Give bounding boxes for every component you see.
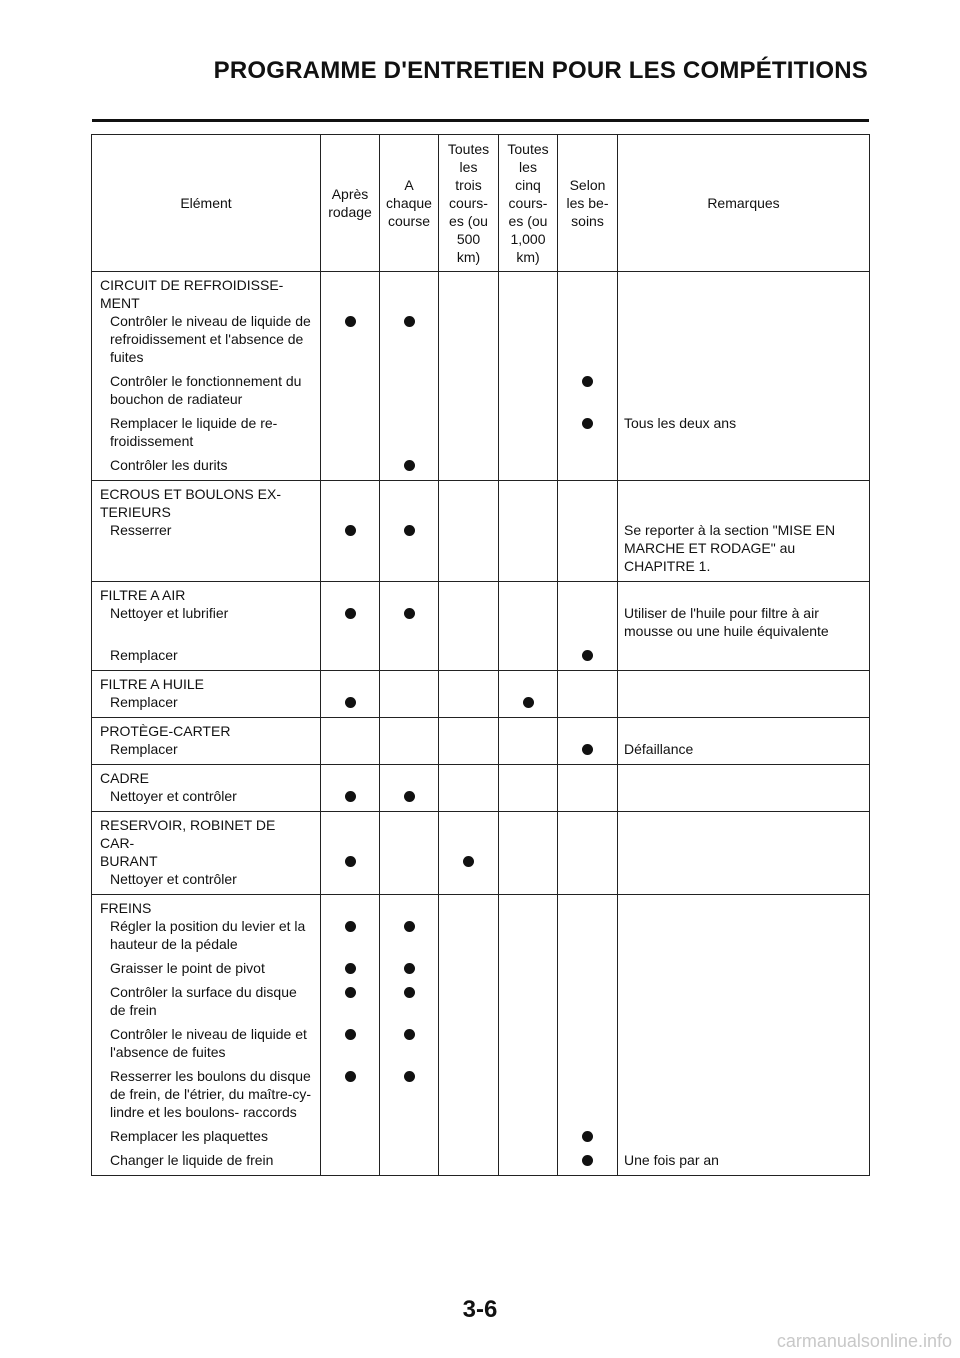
item-label-line: Contrôler le fonctionnement du bbox=[110, 373, 302, 389]
item-remark bbox=[618, 312, 869, 372]
item-label bbox=[92, 521, 320, 581]
interval-slot bbox=[499, 787, 557, 811]
interval-slot bbox=[499, 740, 557, 764]
item-label-line: Remplacer bbox=[110, 694, 178, 710]
check-dot-icon bbox=[404, 987, 415, 998]
check-dot-icon bbox=[345, 316, 356, 327]
interval-slot bbox=[380, 1025, 438, 1067]
check-dot-icon bbox=[345, 921, 356, 932]
item-label bbox=[92, 414, 320, 456]
interval-slot bbox=[321, 646, 379, 670]
item-label-line: fuites bbox=[110, 349, 144, 365]
check-dot-icon bbox=[345, 791, 356, 802]
interval-slot bbox=[380, 372, 438, 414]
interval-cell bbox=[499, 582, 558, 671]
interval-slot bbox=[558, 917, 617, 959]
interval-slot bbox=[499, 1127, 557, 1151]
interval-slot bbox=[321, 1025, 379, 1067]
interval-cell bbox=[439, 895, 499, 1176]
remark-cell bbox=[618, 765, 870, 812]
interval-cell bbox=[321, 481, 380, 582]
item-label bbox=[92, 959, 320, 983]
interval-slot bbox=[499, 372, 557, 414]
interval-slot bbox=[321, 372, 379, 414]
category-line: FREINS bbox=[100, 900, 152, 916]
category-line: PROTÈGE-CARTER bbox=[100, 723, 231, 739]
interval-cell bbox=[439, 582, 499, 671]
interval-slot bbox=[499, 414, 557, 456]
interval-slot bbox=[439, 787, 498, 811]
item-remark bbox=[618, 787, 869, 811]
check-dot-icon bbox=[582, 1155, 593, 1166]
category-line: CIRCUIT DE REFROIDISSE- bbox=[100, 277, 284, 293]
interval-slot bbox=[499, 1151, 557, 1175]
item-remark bbox=[618, 693, 869, 717]
watermark: carmanualsonline.info bbox=[776, 1331, 952, 1351]
interval-cell bbox=[380, 671, 439, 718]
category-title bbox=[92, 582, 320, 604]
item-label-line: Contrôler les durits bbox=[110, 457, 228, 473]
interval-slot bbox=[439, 1127, 498, 1151]
item-label bbox=[92, 1151, 320, 1175]
item-label-line: Nettoyer et lubrifier bbox=[110, 605, 229, 621]
category-line: RESERVOIR, ROBINET DE CAR- bbox=[100, 817, 276, 851]
item-label-line: Contrôler le niveau de liquide et bbox=[110, 1026, 307, 1042]
interval-slot bbox=[321, 604, 379, 646]
check-dot-icon bbox=[404, 791, 415, 802]
interval-slot bbox=[321, 1151, 379, 1175]
remark-cell bbox=[618, 481, 870, 582]
category-line: BURANT bbox=[100, 853, 158, 869]
interval-cell bbox=[558, 272, 618, 481]
check-dot-icon bbox=[582, 744, 593, 755]
item-label-line: Remplacer les plaquettes bbox=[110, 1128, 268, 1144]
interval-slot bbox=[558, 646, 617, 670]
item-label-line: Nettoyer et contrôler bbox=[110, 788, 237, 804]
check-dot-icon bbox=[345, 856, 356, 867]
interval-cell bbox=[558, 481, 618, 582]
item-label bbox=[92, 870, 320, 894]
header-element: Elément bbox=[92, 135, 321, 272]
check-dot-icon bbox=[345, 1071, 356, 1082]
remark-line: Utiliser de l'huile pour filtre à air bbox=[624, 605, 819, 621]
item-label bbox=[92, 693, 320, 717]
item-label bbox=[92, 456, 320, 480]
interval-slot bbox=[321, 787, 379, 811]
interval-slot bbox=[380, 983, 438, 1025]
interval-slot bbox=[380, 917, 438, 959]
header-remarques: Remarques bbox=[618, 135, 870, 272]
item-label bbox=[92, 740, 320, 764]
item-label-line: Graisser le point de pivot bbox=[110, 960, 265, 976]
item-label-line: Remplacer le liquide de re- bbox=[110, 415, 278, 431]
item-label bbox=[92, 312, 320, 372]
remark-cell bbox=[618, 272, 870, 481]
interval-slot bbox=[380, 787, 438, 811]
interval-cell bbox=[499, 812, 558, 895]
interval-slot bbox=[439, 917, 498, 959]
interval-cell bbox=[439, 481, 499, 582]
interval-slot bbox=[439, 852, 498, 876]
interval-cell bbox=[558, 812, 618, 895]
interval-cell bbox=[380, 582, 439, 671]
interval-slot bbox=[558, 312, 617, 372]
interval-cell bbox=[499, 671, 558, 718]
interval-cell bbox=[558, 671, 618, 718]
interval-slot bbox=[499, 646, 557, 670]
item-label bbox=[92, 604, 320, 646]
category-title bbox=[92, 671, 320, 693]
remark-line: Défaillance bbox=[624, 741, 694, 757]
check-dot-icon bbox=[345, 987, 356, 998]
check-dot-icon bbox=[582, 650, 593, 661]
item-remark bbox=[618, 1067, 869, 1127]
remark-cell bbox=[618, 895, 870, 1176]
interval-slot bbox=[380, 1127, 438, 1151]
interval-slot bbox=[321, 959, 379, 983]
interval-cell bbox=[499, 718, 558, 765]
interval-slot bbox=[558, 983, 617, 1025]
interval-slot bbox=[558, 852, 617, 876]
item-remark bbox=[618, 521, 869, 581]
interval-slot bbox=[439, 312, 498, 372]
header-toutes-trois: Toutes les trois cours- es (ou 500 km) bbox=[439, 135, 499, 272]
item-label-line: lindre et les boulons- raccords bbox=[110, 1104, 297, 1120]
check-dot-icon bbox=[404, 1071, 415, 1082]
interval-slot bbox=[321, 456, 379, 480]
remark-line: MARCHE ET RODAGE" au bbox=[624, 540, 796, 556]
check-dot-icon bbox=[404, 1029, 415, 1040]
category-title bbox=[92, 812, 320, 870]
item-remark bbox=[618, 414, 869, 456]
check-dot-icon bbox=[345, 525, 356, 536]
category-title bbox=[92, 895, 320, 917]
interval-slot bbox=[439, 521, 498, 581]
interval-slot bbox=[321, 312, 379, 372]
item-label-line: Resserrer les boulons du disque bbox=[110, 1068, 311, 1084]
interval-slot bbox=[439, 1025, 498, 1067]
check-dot-icon bbox=[582, 418, 593, 429]
header-row bbox=[92, 135, 870, 272]
item-label bbox=[92, 1067, 320, 1127]
element-cell bbox=[92, 765, 321, 812]
interval-cell bbox=[499, 272, 558, 481]
item-remark bbox=[618, 646, 869, 670]
interval-cell bbox=[321, 718, 380, 765]
interval-slot bbox=[439, 414, 498, 456]
header-toutes-cinq: Toutes les cinq cours- es (ou 1,000 km) bbox=[499, 135, 558, 272]
item-label-line: hauteur de la pédale bbox=[110, 936, 238, 952]
interval-slot bbox=[499, 1067, 557, 1127]
interval-slot bbox=[499, 959, 557, 983]
item-label-line: froidissement bbox=[110, 433, 194, 449]
item-label-line: de frein, de l'étrier, du maître-cy- bbox=[110, 1086, 312, 1102]
check-dot-icon bbox=[404, 316, 415, 327]
interval-slot bbox=[499, 604, 557, 646]
interval-cell bbox=[321, 582, 380, 671]
check-dot-icon bbox=[404, 921, 415, 932]
interval-slot bbox=[558, 1067, 617, 1127]
section-row bbox=[92, 765, 870, 812]
interval-slot bbox=[439, 456, 498, 480]
interval-cell bbox=[380, 272, 439, 481]
check-dot-icon bbox=[345, 1029, 356, 1040]
section-row bbox=[92, 812, 870, 895]
element-cell bbox=[92, 718, 321, 765]
remark-cell bbox=[618, 718, 870, 765]
interval-slot bbox=[558, 693, 617, 717]
interval-slot bbox=[439, 646, 498, 670]
section-row bbox=[92, 582, 870, 671]
check-dot-icon bbox=[463, 856, 474, 867]
interval-slot bbox=[321, 983, 379, 1025]
item-label bbox=[92, 917, 320, 959]
item-remark bbox=[618, 1151, 869, 1175]
interval-slot bbox=[499, 852, 557, 876]
item-label bbox=[92, 1025, 320, 1067]
check-dot-icon bbox=[404, 608, 415, 619]
interval-slot bbox=[499, 1025, 557, 1067]
check-dot-icon bbox=[345, 963, 356, 974]
interval-slot bbox=[321, 414, 379, 456]
element-cell bbox=[92, 895, 321, 1176]
interval-slot bbox=[558, 372, 617, 414]
item-remark bbox=[618, 917, 869, 959]
interval-slot bbox=[558, 1127, 617, 1151]
interval-slot bbox=[558, 414, 617, 456]
header-apres-rodage: Après rodage bbox=[321, 135, 380, 272]
interval-slot bbox=[558, 740, 617, 764]
interval-slot bbox=[499, 983, 557, 1025]
interval-slot bbox=[499, 312, 557, 372]
section-row bbox=[92, 671, 870, 718]
interval-slot bbox=[558, 456, 617, 480]
interval-cell bbox=[380, 481, 439, 582]
item-label-line: Resserrer bbox=[110, 522, 172, 538]
element-cell bbox=[92, 582, 321, 671]
interval-slot bbox=[321, 693, 379, 717]
item-remark bbox=[618, 983, 869, 1025]
interval-slot bbox=[558, 604, 617, 646]
item-label-line: Remplacer bbox=[110, 647, 178, 663]
remark-line: Tous les deux ans bbox=[624, 415, 737, 431]
section-row bbox=[92, 481, 870, 582]
category-line: MENT bbox=[100, 295, 140, 311]
item-label bbox=[92, 1127, 320, 1151]
category-line: ECROUS ET BOULONS EX- bbox=[100, 486, 282, 502]
interval-slot bbox=[439, 983, 498, 1025]
interval-slot bbox=[380, 414, 438, 456]
interval-slot bbox=[558, 1025, 617, 1067]
interval-slot bbox=[499, 456, 557, 480]
remark-line: CHAPITRE 1. bbox=[624, 558, 711, 574]
check-dot-icon bbox=[404, 525, 415, 536]
interval-slot bbox=[380, 312, 438, 372]
item-label-line: de frein bbox=[110, 1002, 157, 1018]
item-remark bbox=[618, 604, 869, 646]
element-cell bbox=[92, 671, 321, 718]
remark-line: mousse ou une huile équivalente bbox=[624, 623, 829, 639]
interval-cell bbox=[558, 718, 618, 765]
interval-slot bbox=[558, 959, 617, 983]
item-label-line: Régler la position du levier et la bbox=[110, 918, 306, 934]
item-label-line: Remplacer bbox=[110, 741, 178, 757]
remark-line: Une fois par an bbox=[624, 1152, 719, 1168]
interval-slot bbox=[321, 740, 379, 764]
interval-cell bbox=[321, 812, 380, 895]
category-line: FILTRE A HUILE bbox=[100, 676, 204, 692]
interval-cell bbox=[439, 671, 499, 718]
interval-slot bbox=[439, 740, 498, 764]
interval-slot bbox=[321, 1067, 379, 1127]
interval-slot bbox=[499, 693, 557, 717]
category-line: CADRE bbox=[100, 770, 150, 786]
item-remark bbox=[618, 740, 869, 764]
interval-slot bbox=[380, 646, 438, 670]
interval-cell bbox=[558, 582, 618, 671]
interval-slot bbox=[380, 1067, 438, 1127]
item-label-line: l'absence de fuites bbox=[110, 1044, 226, 1060]
item-label-line: bouchon de radiateur bbox=[110, 391, 243, 407]
interval-slot bbox=[380, 852, 438, 876]
check-dot-icon bbox=[523, 697, 534, 708]
check-dot-icon bbox=[582, 1131, 593, 1142]
item-label-line: refroidissement et l'absence de bbox=[110, 331, 304, 347]
interval-cell bbox=[380, 812, 439, 895]
item-label bbox=[92, 787, 320, 811]
interval-slot bbox=[321, 852, 379, 876]
interval-slot bbox=[321, 917, 379, 959]
interval-slot bbox=[380, 521, 438, 581]
remark-cell bbox=[618, 812, 870, 895]
item-remark bbox=[618, 456, 869, 480]
interval-slot bbox=[499, 917, 557, 959]
interval-cell bbox=[321, 671, 380, 718]
item-remark bbox=[618, 1025, 869, 1067]
category-title bbox=[92, 765, 320, 787]
interval-slot bbox=[380, 959, 438, 983]
interval-slot bbox=[439, 693, 498, 717]
page-title: PROGRAMME D'ENTRETIEN POUR LES COMPÉTITIONS bbox=[213, 57, 868, 84]
element-cell bbox=[92, 481, 321, 582]
interval-slot bbox=[558, 1151, 617, 1175]
check-dot-icon bbox=[345, 608, 356, 619]
interval-cell bbox=[380, 765, 439, 812]
category-line: FILTRE A AIR bbox=[100, 587, 186, 603]
check-dot-icon bbox=[404, 460, 415, 471]
interval-cell bbox=[558, 895, 618, 1176]
section-row bbox=[92, 718, 870, 765]
interval-slot bbox=[380, 693, 438, 717]
interval-slot bbox=[439, 1151, 498, 1175]
interval-cell bbox=[439, 718, 499, 765]
check-dot-icon bbox=[345, 697, 356, 708]
interval-slot bbox=[439, 604, 498, 646]
interval-cell bbox=[321, 272, 380, 481]
interval-cell bbox=[380, 718, 439, 765]
interval-cell bbox=[558, 765, 618, 812]
item-remark bbox=[618, 372, 869, 414]
item-remark bbox=[618, 852, 869, 876]
remark-cell bbox=[618, 671, 870, 718]
interval-slot bbox=[380, 604, 438, 646]
section-row bbox=[92, 895, 870, 1176]
element-cell bbox=[92, 812, 321, 895]
interval-slot bbox=[558, 521, 617, 581]
item-label-line: Nettoyer et contrôler bbox=[110, 871, 237, 887]
category-line: TERIEURS bbox=[100, 504, 171, 520]
maintenance-table bbox=[91, 134, 870, 1176]
item-remark bbox=[618, 1127, 869, 1151]
category-title bbox=[92, 718, 320, 740]
interval-slot bbox=[380, 1151, 438, 1175]
item-remark bbox=[618, 959, 869, 983]
page-number: 3-6 bbox=[462, 1296, 498, 1323]
interval-slot bbox=[439, 372, 498, 414]
item-label bbox=[92, 983, 320, 1025]
interval-cell bbox=[439, 272, 499, 481]
interval-slot bbox=[380, 456, 438, 480]
category-title bbox=[92, 272, 320, 312]
interval-slot bbox=[380, 740, 438, 764]
item-label bbox=[92, 646, 320, 670]
interval-slot bbox=[439, 959, 498, 983]
section-row bbox=[92, 272, 870, 481]
interval-cell bbox=[499, 765, 558, 812]
element-cell bbox=[92, 272, 321, 481]
item-label-line: Contrôler la surface du disque bbox=[110, 984, 297, 1000]
header-chaque-course: A chaque course bbox=[380, 135, 439, 272]
interval-cell bbox=[321, 895, 380, 1176]
interval-slot bbox=[321, 521, 379, 581]
interval-cell bbox=[439, 812, 499, 895]
interval-slot bbox=[558, 787, 617, 811]
item-label-line: Changer le liquide de frein bbox=[110, 1152, 274, 1168]
category-title bbox=[92, 481, 320, 521]
item-label-line: Contrôler le niveau de liquide de bbox=[110, 313, 311, 329]
item-label bbox=[92, 372, 320, 414]
header-selon-besoins: Selon les be- soins bbox=[558, 135, 618, 272]
interval-slot bbox=[499, 521, 557, 581]
check-dot-icon bbox=[404, 963, 415, 974]
title-rule bbox=[92, 119, 869, 122]
interval-cell bbox=[439, 765, 499, 812]
interval-slot bbox=[321, 1127, 379, 1151]
interval-cell bbox=[499, 895, 558, 1176]
interval-cell bbox=[380, 895, 439, 1176]
interval-slot bbox=[439, 1067, 498, 1127]
check-dot-icon bbox=[582, 376, 593, 387]
remark-cell bbox=[618, 582, 870, 671]
interval-cell bbox=[321, 765, 380, 812]
interval-cell bbox=[499, 481, 558, 582]
remark-line: Se reporter à la section "MISE EN bbox=[624, 522, 836, 538]
